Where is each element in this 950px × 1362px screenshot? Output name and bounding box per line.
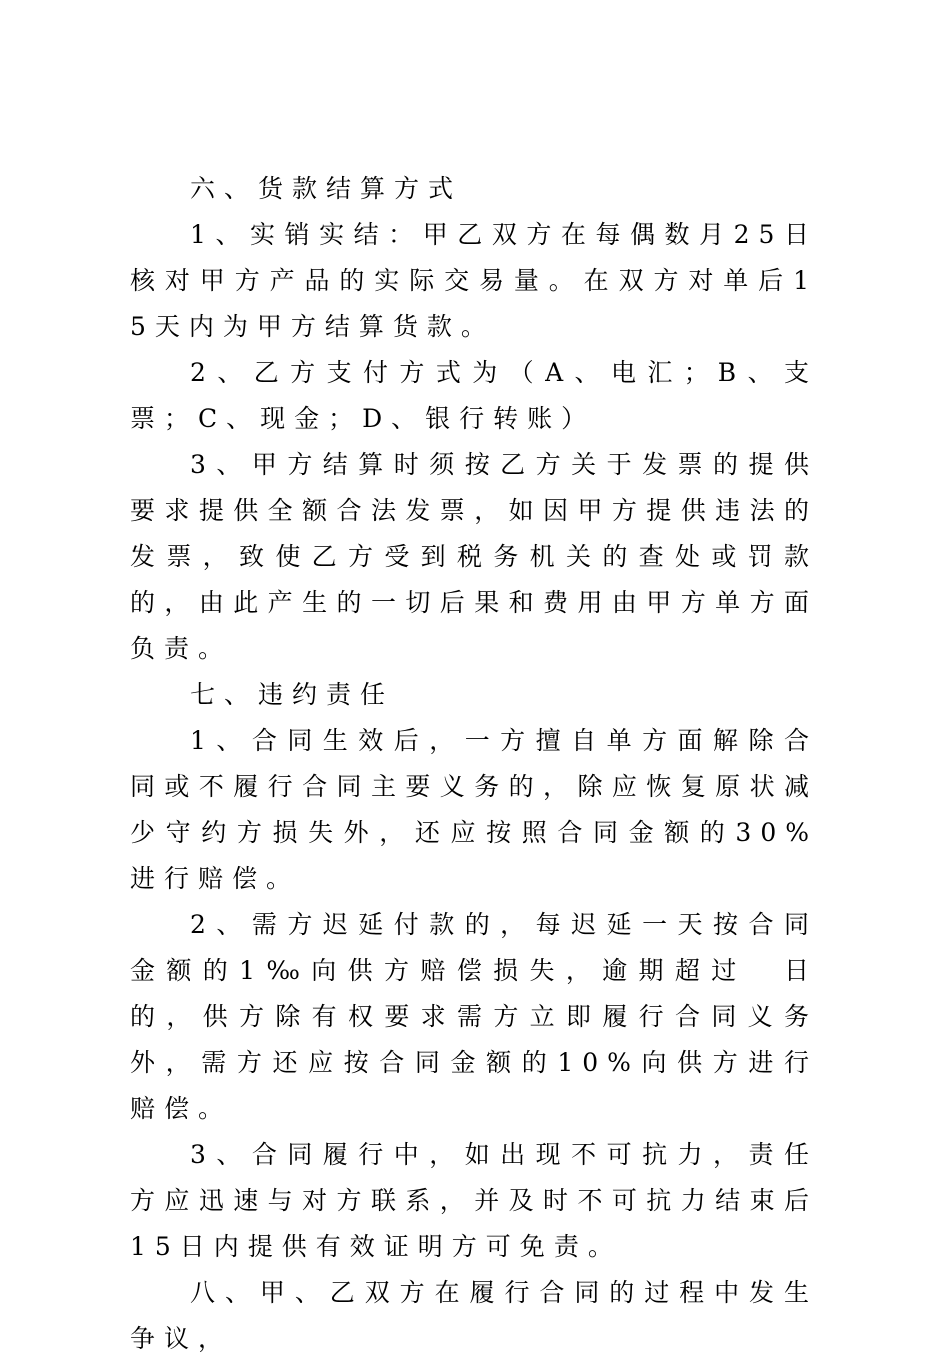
- clause-6-1: 1、实销实结：甲乙双方在每偶数月25日核对甲方产品的实际交易量。在双方对单后15天内为甲方结算货款。: [130, 220, 818, 341]
- clause-6-3: 3、甲方结算时须按乙方关于发票的提供要求提供全额合法发票，如因甲方提供违法的发票，致使乙方受到税务机关的查处或罚款的，由此产生的一切后果和费用由甲方单方面负责。: [130, 450, 818, 663]
- section-heading-payment-settlement: 六、货款结算方式: [190, 174, 463, 203]
- clause-7-2: 2、需方迟延付款的，每迟延一天按合同金额的1‰向供方赔偿损失，逾期超过 日的，供方除有权要求需方立即履行合同义务外，需方还应按合同金额的10%向供方进行赔偿。: [130, 910, 818, 1123]
- section-heading-dispute: 八、甲、乙双方在履行合同的过程中发生争议，: [130, 1278, 818, 1353]
- clause-7-3: 3、合同履行中，如出现不可抗力，责任方应迅速与对方联系，并及时不可抗力结束后15日内提供有效证明方可免责。: [130, 1140, 818, 1261]
- clause-6-2: 2、乙方支付方式为（A、电汇；B、支票；C、现金；D、银行转账）: [130, 358, 818, 433]
- document-body: [130, 166, 818, 1362]
- section-heading-liability: 七、违约责任: [190, 680, 395, 709]
- clause-7-1: 1、合同生效后，一方擅自单方面解除合同或不履行合同主要义务的，除应恢复原状减少守约方损失外，还应按照合同金额的30%进行赔偿。: [130, 726, 818, 893]
